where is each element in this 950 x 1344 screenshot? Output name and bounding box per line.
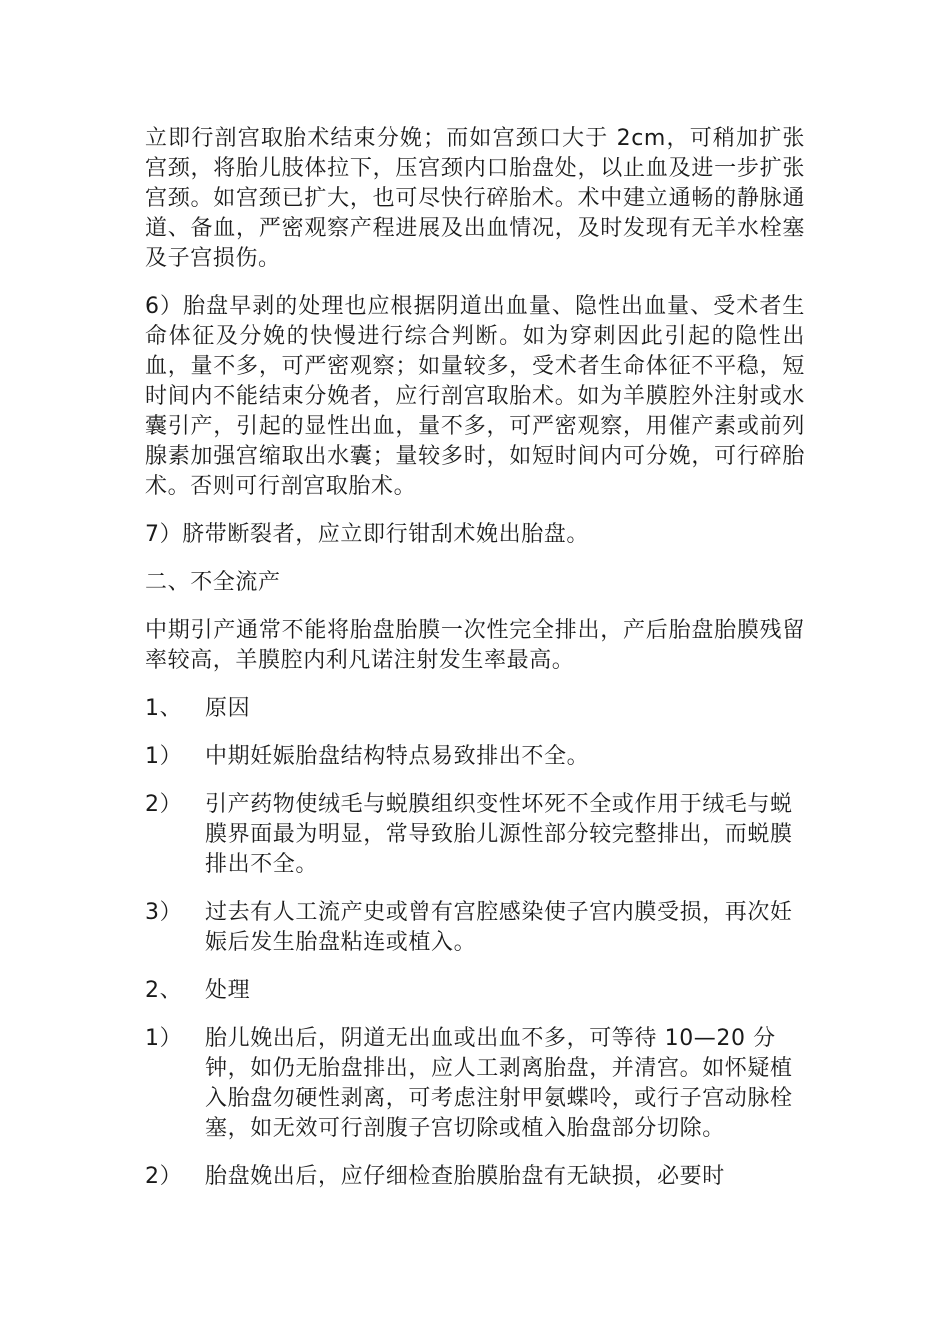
list-item-text: 过去有人工流产史或曾有宫腔感染使子宫内膜受损，再次妊娠后发生胎盘粘连或植入。 (205, 900, 793, 955)
list-item (145, 790, 805, 880)
subheading-cause (145, 694, 805, 724)
list-item (145, 1024, 805, 1144)
list-item-number: 1） (145, 1026, 183, 1051)
list-item-text: 中期妊娠胎盘结构特点易致排出不全。 (205, 744, 590, 769)
subheading-number: 2、 (145, 978, 183, 1003)
paragraph-cord-rupture: 7）脐带断裂者，应立即行钳刮术娩出胎盘。 (145, 522, 589, 547)
list-item (145, 742, 805, 772)
list-item-number: 2） (145, 1164, 183, 1189)
paragraph-placental-abruption: 6）胎盘早剥的处理也应根据阴道出血量、隐性出血量、受术者生命体征及分娩的快慢进行综合判断。如为穿刺因此引起的隐性出血，量不多，可严密观察；如量较多，受术者生命体征不平稳，短时间内不能结束分娩者，应行剖宫取胎术。如为羊膜腔外注射或水囊引产，引起的显性出血，量不多，可严密观察，用催产素或前列腺素加强宫缩取出水囊；量较多时，如短时间内可分娩，可行碎胎术。否则可行剖宫取胎术。 (145, 294, 805, 499)
list-item-number: 1） (145, 744, 183, 769)
list-item (145, 898, 805, 958)
list-item-text: 胎盘娩出后，应仔细检查胎膜胎盘有无缺损，必要时 (205, 1164, 725, 1189)
paragraph-incomplete-abortion: 中期引产通常不能将胎盘胎膜一次性完全排出，产后胎盘胎膜残留率较高，羊膜腔内利凡诺注射发生率最高。 (145, 618, 805, 673)
subheading-title: 处理 (205, 978, 251, 1003)
list-item-text: 胎儿娩出后，阴道无出血或出血不多，可等待 10—20 分钟，如仍无胎盘排出，应人工剥离胎盘，并清宫。如怀疑植入胎盘勿硬性剥离，可考虑注射甲氨蝶呤，或行子宫动脉栓塞，如无效可行剖腹子宫切除或植入胎盘部分切除。 (205, 1026, 793, 1141)
list-item-number: 3） (145, 900, 183, 925)
list-item-text: 引产药物使绒毛与蜕膜组织变性坏死不全或作用于绒毛与蜕膜界面最为明显，常导致胎儿源性部分较完整排出，而蜕膜排出不全。 (205, 792, 793, 877)
subheading-treatment (145, 976, 805, 1006)
paragraph-1: 立即行剖宫取胎术结束分娩；而如宫颈口大于 2cm，可稍加扩张宫颈，将胎儿肢体拉下，压宫颈内口胎盘处，以止血及进一步扩张宫颈。如宫颈已扩大，也可尽快行碎胎术。术中建立通畅的静脉通道、备血，严密观察产程进展及出血情况，及时发现有无羊水栓塞及子宫损伤。 (145, 126, 805, 271)
subheading-number: 1、 (145, 696, 183, 721)
section-heading: 二、不全流产 (145, 570, 281, 595)
list-item (145, 1162, 805, 1192)
subheading-title: 原因 (205, 696, 251, 721)
list-item-number: 2） (145, 792, 183, 817)
document-body (145, 124, 805, 1210)
